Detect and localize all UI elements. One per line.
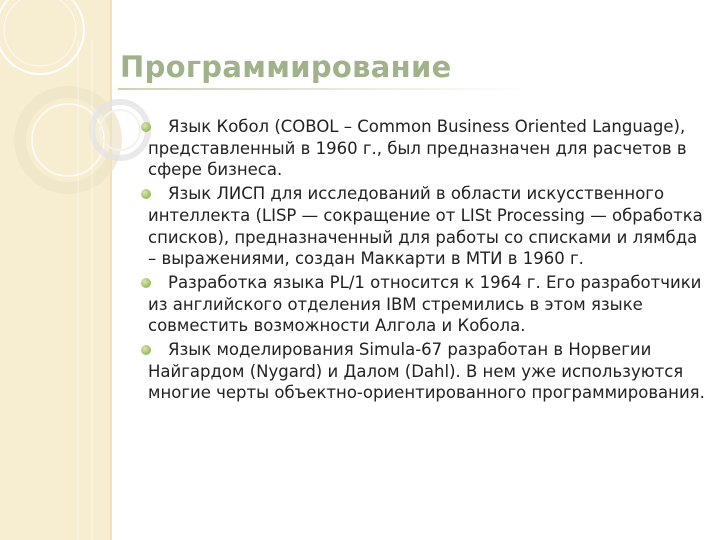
list-item-text: Разработка языка PL/1 относится к 1964 г. Его разработчики из английского отделения IBM стремились в этом языке совместить возможности Алгола и Кобола.	[148, 272, 702, 336]
green-dot-icon	[141, 122, 151, 132]
slide-title: Программирование	[120, 50, 452, 84]
list-item-text: Язык Кобол (COBOL – Common Business Oriented Language), представленный в 1960 г., был предназначен для расчетов в сфере бизнеса.	[148, 117, 687, 180]
list-item	[148, 339, 708, 404]
green-dot-icon	[141, 345, 151, 355]
list-item	[148, 116, 708, 181]
title-underline	[118, 88, 538, 90]
list-item-text: Язык моделирования Simula-67 разработан в Норвегии Найгардом (Nygard) и Далом (Dahl). В нем уже используются многие черты объектно-ориентированного программирования.	[148, 340, 705, 403]
green-dot-icon	[141, 278, 151, 288]
list-item-text: Язык ЛИСП для исследований в области искусственного интеллекта (LISP — сокращение от LISt Processing — обработка списков), предназначенный для работы со списками и лямбда – выражениями, создан Маккарти в МТИ в 1960 г.	[148, 184, 703, 269]
bullet-list	[148, 116, 708, 406]
list-item	[148, 272, 708, 337]
list-item	[148, 183, 708, 270]
